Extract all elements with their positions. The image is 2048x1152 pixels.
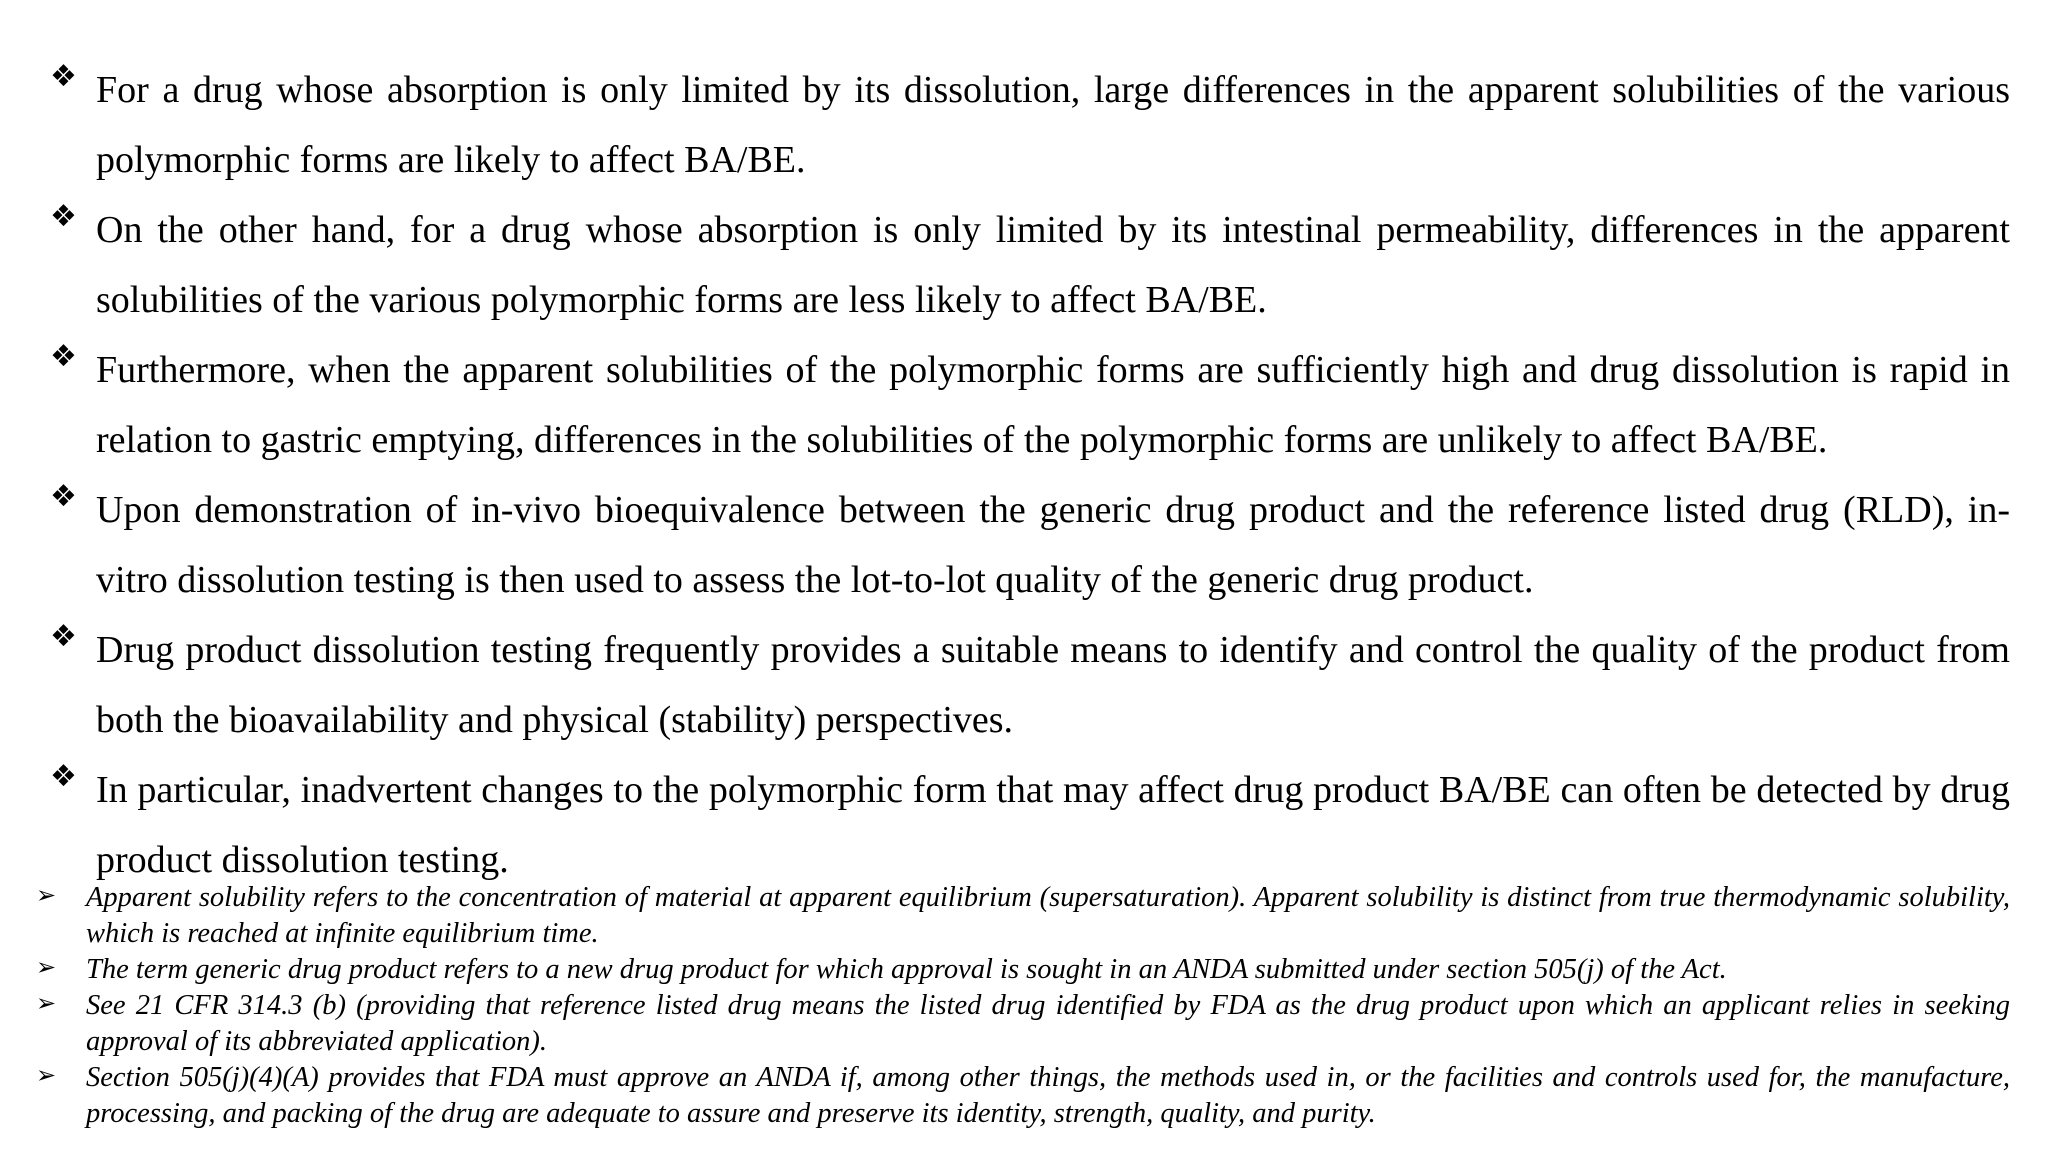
bullet-text: In particular, inadvertent changes to the polymorphic form that may affect drug product BA/BE can often be detected by drug product dissolution testing. — [96, 769, 2010, 881]
footnote-item — [36, 988, 2010, 1060]
footnote-item — [36, 880, 2010, 952]
footnote-text: Section 505(j)(4)(A) provides that FDA must approve an ANDA if, among other things, the methods used in, or the facilities and controls used for, the manufacture, processing, and packing of the drug are adequate to assure and preserve its identity, strength, quality, and purity. — [86, 1062, 2010, 1129]
arrowhead-bullet-icon: ➢ — [36, 1061, 57, 1089]
bullet-item — [50, 55, 2010, 195]
footnote-text: Apparent solubility refers to the concentration of material at apparent equilibrium (supersaturation). Apparent solubility is distinct from true thermodynamic solubility, which is reached at infinite equilibrium time. — [86, 882, 2010, 949]
four-diamond-bullet-icon: ❖ — [50, 199, 77, 234]
bullet-text: Furthermore, when the apparent solubilities of the polymorphic forms are sufficiently high and drug dissolution is rapid in relation to gastric emptying, differences in the solubilities of the polymorphic forms are unlikely to affect BA/BE. — [96, 349, 2010, 461]
bullet-item — [50, 615, 2010, 755]
four-diamond-bullet-icon: ❖ — [50, 619, 77, 654]
four-diamond-bullet-icon: ❖ — [50, 59, 77, 94]
four-diamond-bullet-icon: ❖ — [50, 479, 77, 514]
bullet-text: For a drug whose absorption is only limited by its dissolution, large differences in the apparent solubilities of the various polymorphic forms are likely to affect BA/BE. — [96, 69, 2010, 181]
four-diamond-bullet-icon: ❖ — [50, 759, 77, 794]
bullet-text: Drug product dissolution testing frequently provides a suitable means to identify and control the quality of the product from both the bioavailability and physical (stability) perspectives. — [96, 629, 2010, 741]
bullet-text: Upon demonstration of in-vivo bioequivalence between the generic drug product and the reference listed drug (RLD), in-vitro dissolution testing is then used to assess the lot-to-lot quality of the generic drug product. — [96, 489, 2010, 601]
footnote-text: See 21 CFR 314.3 (b) (providing that reference listed drug means the listed drug identified by FDA as the drug product upon which an applicant relies in seeking approval of its abbreviated application). — [86, 990, 2010, 1057]
footnote-text: The term generic drug product refers to a new drug product for which approval is sought in an ANDA submitted under section 505(j) of the Act. — [86, 954, 1727, 985]
main-bullet-list — [50, 55, 2010, 895]
footnote-item — [36, 952, 2010, 988]
footnote-item — [36, 1060, 2010, 1132]
bullet-item — [50, 335, 2010, 475]
bullet-item — [50, 195, 2010, 335]
arrowhead-bullet-icon: ➢ — [36, 953, 57, 981]
four-diamond-bullet-icon: ❖ — [50, 339, 77, 374]
arrowhead-bullet-icon: ➢ — [36, 881, 57, 909]
bullet-text: On the other hand, for a drug whose absorption is only limited by its intestinal permeability, differences in the apparent solubilities of the various polymorphic forms are less likely to affect BA/BE. — [96, 209, 2010, 321]
bullet-item — [50, 755, 2010, 895]
bullet-item — [50, 475, 2010, 615]
footnote-list — [36, 880, 2010, 1132]
arrowhead-bullet-icon: ➢ — [36, 989, 57, 1017]
